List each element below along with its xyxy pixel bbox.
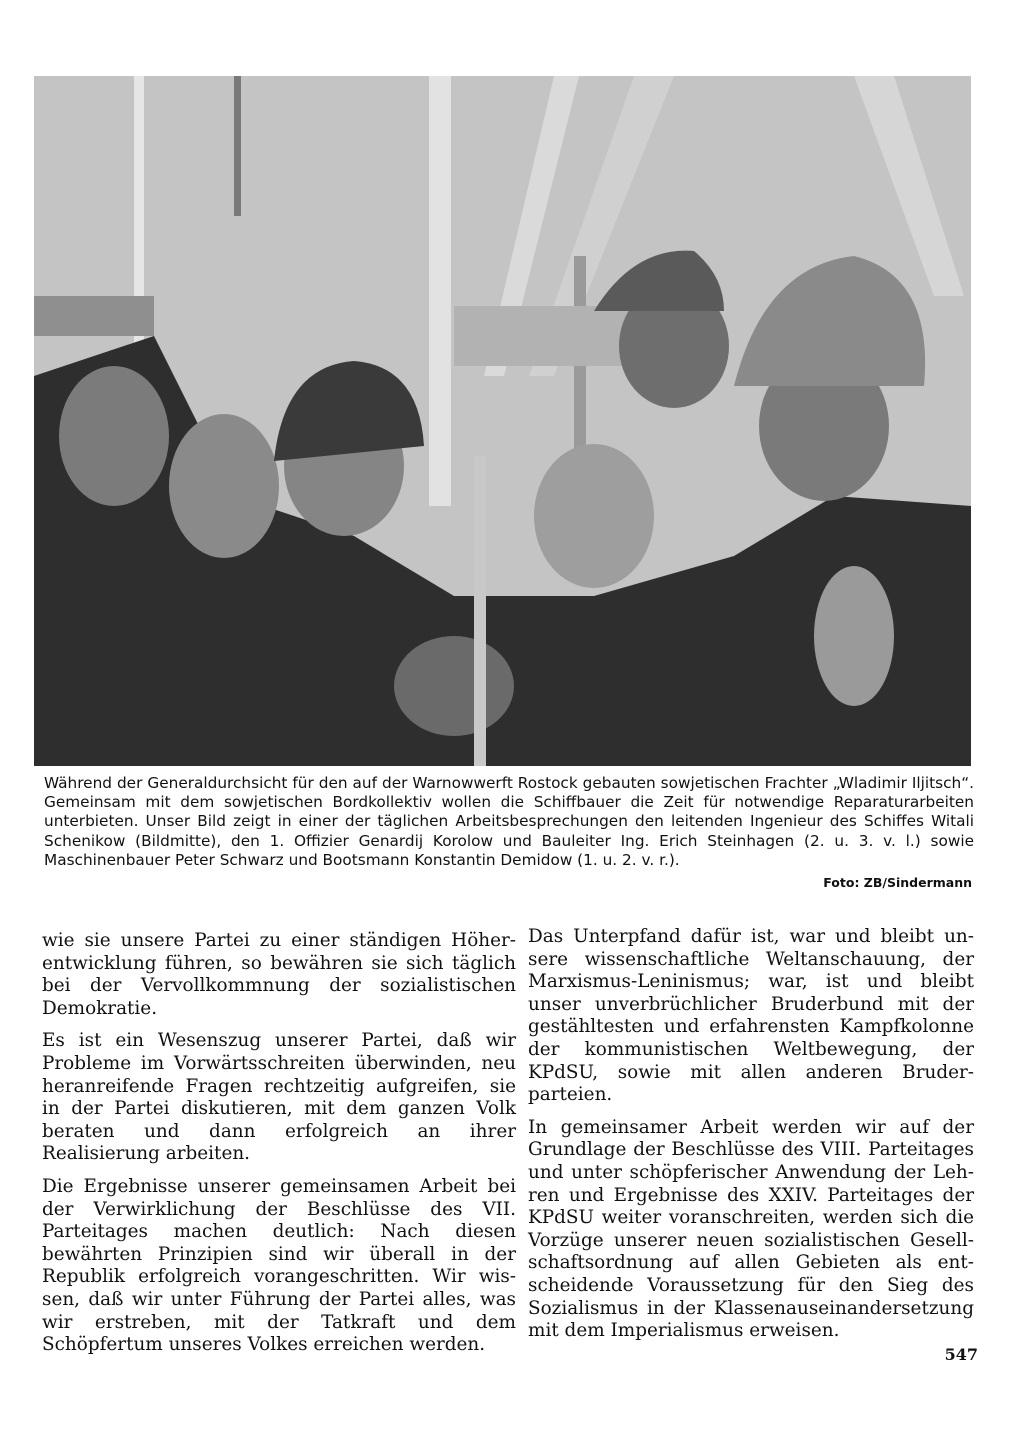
- left-paragraph-3: Die Ergebnisse unserer gemeinsamen Arbeit bei der Verwirklichung der Beschlüsse des VII. Parteitages machen deutlich: Nach diesen bewährten Prinzipien sind wir überall in der Republik erfolgreich vorangeschritten. Wir wissen, daß wir unter Führung der Partei alles, was wir erstreben, mit der Tatkraft und dem Schöpfertum unseres Volkes erreichen werden.: [42, 1175, 516, 1356]
- right-column: [528, 926, 974, 1353]
- right-paragraph-1: Das Unterpfand dafür ist, war und bleibt unsere wissenschaftliche Weltanschauung, der Marxismus-Leninismus; war, ist und bleibt unser unverbrüchlicher Bruderbund mit der gestähltesten und erfahrensten Kampfkolonne der kommunistischen Weltbewegung, der KPdSU, sowie mit allen anderen Bruderparteien.: [528, 926, 974, 1106]
- page-number: 547: [944, 1345, 978, 1364]
- photo-caption: Während der Generaldurchsicht für den auf der Warnowwerft Rostock gebauten sowjetischen Frachter „Wladimir Iljitsch“. Gemeinsam mit dem sowjetischen Bordkollektiv wollen die Schiffbauer die Zeit für notwendige Reparaturarbeiten unterbieten. Unser Bild zeigt in einer der täglichen Arbeitsbesprechungen den leitenden Ingenieur des Schiffes Witali Schenikow (Bildmitte), den 1. Offizier Genardij Korolow und Bauleiter Ing. Erich Steinhagen (2. u. 3. v. l.) sowie Maschinenbauer Peter Schwarz und Bootsmann Konstantin Demidow (1. u. 2. v. r.).: [44, 774, 974, 869]
- left-paragraph-2: Es ist ein Wesenszug unserer Partei, daß wir Probleme im Vorwärtsschreiten überwinden, neu heranreifende Fragen rechtzeitig aufgreifen, sie in der Partei diskutieren, mit dem ganzen Volk beraten und dann erfolgreich an ihrer Realisierung arbeiten.: [42, 1030, 516, 1165]
- left-paragraph-1: wie sie unsere Partei zu einer ständigen Höherentwicklung führen, so bewähren sie sich täglich bei der Vervollkommnung der sozialistischen Demokratie.: [42, 930, 516, 1019]
- news-photo: [34, 76, 971, 766]
- photo-illustration: [34, 76, 971, 766]
- photo-credit: Foto: ZB/Sindermann: [823, 875, 972, 890]
- left-column: [42, 930, 516, 1367]
- right-paragraph-2: In gemeinsamer Arbeit werden wir auf der Grundlage der Beschlüsse des VIII. Parteitages und unter schöpferischer Anwendung der Lehren und Ergebnisse des XXIV. Parteitages der KPdSU weiter voranschreiten, werden sich die Vorzüge unserer neuen sozialistischen Gesellschaftsordnung auf allen Gebieten als entscheidende Voraussetzung für den Sieg des Sozialismus in der Klassenauseinandersetzung mit dem Imperialismus erweisen.: [528, 1116, 974, 1342]
